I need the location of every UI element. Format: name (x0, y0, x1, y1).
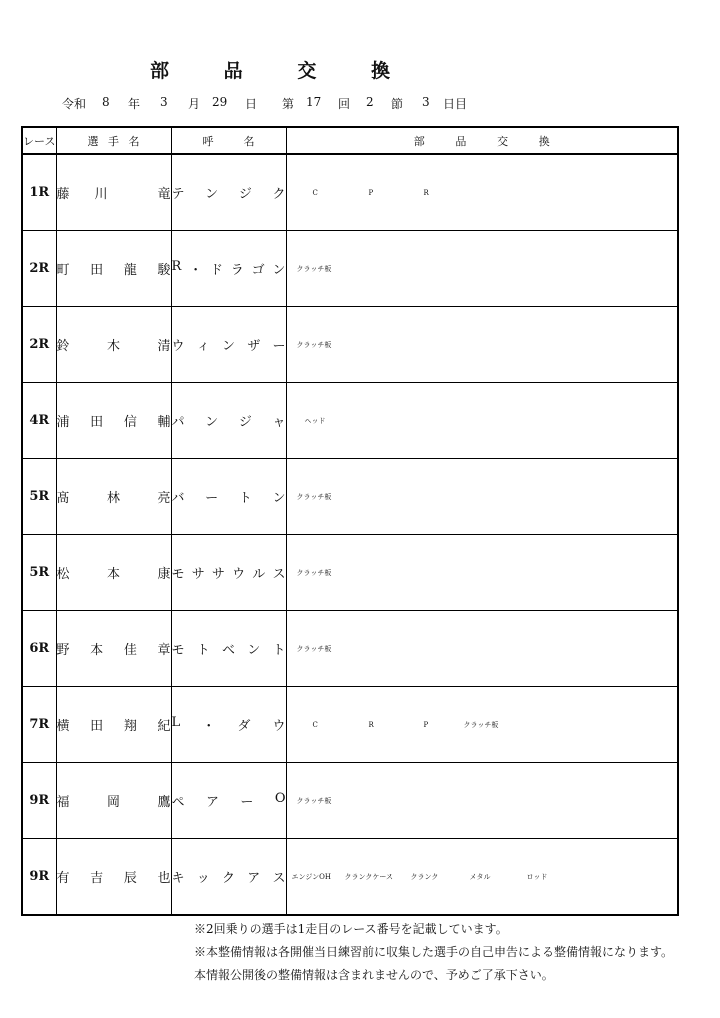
table-row (22, 383, 678, 459)
date-part: 17 (306, 95, 322, 109)
racer-name-chars (57, 335, 171, 354)
title-char: 交 (297, 60, 317, 82)
header-char: 交 (497, 134, 509, 148)
callname-chars (172, 487, 286, 506)
header-char: 選 (87, 134, 99, 148)
racer-name (56, 383, 171, 459)
part-item: クラッチ板 (463, 720, 499, 729)
racer-callname (171, 535, 286, 611)
callname-char: ー (272, 339, 286, 354)
racer-name-chars (57, 563, 171, 582)
header-char: 換 (538, 134, 550, 148)
name-char: 田 (90, 263, 104, 278)
part-item: C (312, 188, 318, 197)
title-char: 部 (150, 60, 170, 82)
table-row (22, 459, 678, 535)
racer-name (56, 231, 171, 307)
callname-char: ャ (272, 415, 286, 430)
callname-char: ン (205, 415, 219, 430)
name-char: 川 (94, 187, 108, 202)
name-char: 佳 (123, 643, 137, 658)
callname-char: ク (221, 871, 235, 886)
name-char: 浦 (56, 415, 70, 430)
name-char: 福 (56, 795, 70, 810)
table-row (22, 154, 678, 231)
part-item: クラッチ板 (296, 492, 332, 501)
parts-exchanged (286, 839, 678, 916)
name-char: 亮 (157, 491, 171, 506)
callname-char: ン (272, 263, 286, 278)
part-item: クラッチ板 (296, 340, 332, 349)
date-part: 第 (282, 97, 295, 111)
name-char: 龍 (123, 263, 137, 278)
parts-exchanged (286, 231, 678, 307)
racer-name-chars (57, 639, 171, 658)
parts-exchanged (286, 763, 678, 839)
callname-char: ザ (247, 339, 261, 354)
table-row (22, 611, 678, 687)
racer-name-chars (57, 715, 171, 734)
callname-chars (172, 715, 286, 734)
race-number: 2R (22, 231, 56, 307)
date-part: 日目 (443, 97, 468, 111)
footnote-2: ※本整備情報は各開催当日練習前に収集した選手の自己申告による整備情報になります。 (194, 945, 674, 959)
date-part: 回 (338, 97, 351, 111)
header-char: 呼 (202, 134, 214, 148)
racer-name-chars (57, 259, 171, 278)
table-row (22, 307, 678, 383)
part-item: ロッド (526, 872, 548, 881)
callname-chars (172, 639, 286, 658)
footnotes (194, 918, 673, 987)
racer-callname (171, 839, 286, 916)
part-item: クラッチ板 (296, 568, 332, 577)
racer-name (56, 154, 171, 231)
name-char: 鈴 (56, 339, 70, 354)
part-item: R (368, 720, 374, 729)
racer-callname (171, 687, 286, 763)
name-char: 本 (90, 643, 104, 658)
callname-char: ン (247, 643, 261, 658)
callname-char: L (171, 715, 181, 730)
date-part: 節 (391, 97, 404, 111)
racer-callname (171, 231, 286, 307)
name-char: 有 (56, 871, 70, 886)
callname-char: ダ (237, 719, 251, 734)
table-header-row (22, 127, 678, 154)
callname-char: キ (171, 871, 185, 886)
callname-char: ー (240, 795, 254, 810)
callname-char: パ (171, 415, 185, 430)
header-char: 品 (455, 134, 467, 148)
callname-char: O (274, 791, 286, 806)
name-char: 章 (157, 643, 171, 658)
page-title (150, 56, 390, 83)
racer-name (56, 535, 171, 611)
part-item: エンジンOH (291, 872, 331, 881)
date-part: 8 (102, 95, 110, 109)
racer-callname (171, 383, 286, 459)
parts-exchanged (286, 535, 678, 611)
callname-char: テ (171, 187, 185, 202)
callname-char: モ (171, 567, 185, 582)
name-char: 輔 (157, 415, 171, 430)
race-number: 4R (22, 383, 56, 459)
race-number: 2R (22, 307, 56, 383)
race-number: 9R (22, 763, 56, 839)
callname-char: ウ (171, 339, 185, 354)
name-char: 田 (90, 719, 104, 734)
part-item: P (368, 188, 374, 197)
callname-char: モ (171, 643, 185, 658)
callname-char: ド (209, 263, 223, 278)
callname-char: ベ (221, 643, 235, 658)
name-char: 横 (56, 719, 70, 734)
name-char: 康 (157, 567, 171, 582)
callname-chars (172, 335, 286, 354)
parts-exchanged (286, 459, 678, 535)
part-item: P (423, 720, 429, 729)
racer-name-chars (57, 411, 171, 430)
callname-char: ジ (238, 187, 252, 202)
date-part: 3 (160, 95, 168, 109)
name-char: 町 (56, 263, 70, 278)
footnote-3: 本情報公開後の整備情報は含まれませんので、予めご了承下さい。 (194, 968, 554, 982)
callname-char: ッ (196, 871, 210, 886)
callname-char: ペ (171, 795, 185, 810)
callname-chars (172, 183, 286, 202)
callname-char: サ (211, 567, 225, 582)
racer-name (56, 687, 171, 763)
racer-name (56, 763, 171, 839)
callname-char: ・ (189, 263, 203, 278)
name-char: 野 (56, 643, 70, 658)
name-char: 木 (106, 339, 120, 354)
callname-char: R (171, 259, 182, 274)
race-number: 6R (22, 611, 56, 687)
callname-char: ウ (272, 719, 286, 734)
callname-char: サ (191, 567, 205, 582)
name-char: 辰 (123, 871, 137, 886)
callname-char: ス (272, 567, 286, 582)
parts-exchanged (286, 687, 678, 763)
callname-char: ト (238, 491, 252, 506)
part-item: C (312, 720, 318, 729)
racer-name-chars (57, 791, 171, 810)
part-item: クラッチ板 (296, 796, 332, 805)
date-part: 日 (245, 97, 258, 111)
title-char: 品 (223, 60, 243, 82)
table-row (22, 535, 678, 611)
race-number: 5R (22, 459, 56, 535)
callname-char: ウ (232, 567, 246, 582)
header-parts (286, 127, 678, 154)
date-part: 2 (366, 95, 374, 109)
race-number: 9R (22, 839, 56, 916)
part-item: クランク (410, 872, 439, 881)
callname-char: ン (205, 187, 219, 202)
callname-char: ル (252, 567, 266, 582)
name-char: 紀 (157, 719, 171, 734)
part-item: ヘッド (304, 416, 326, 425)
name-char: 鷹 (157, 795, 171, 810)
racer-callname (171, 611, 286, 687)
header-char: 手 (108, 134, 119, 148)
racer-name (56, 839, 171, 916)
race-number: 5R (22, 535, 56, 611)
name-char: 松 (56, 567, 70, 582)
callname-char: バ (171, 491, 185, 506)
name-char: 本 (106, 567, 120, 582)
callname-char: ア (247, 871, 261, 886)
racer-callname (171, 154, 286, 231)
callname-char: ィ (196, 339, 210, 354)
racer-name (56, 611, 171, 687)
table-row (22, 763, 678, 839)
race-number: 7R (22, 687, 56, 763)
header-char: 名 (128, 134, 140, 148)
racer-name (56, 459, 171, 535)
header-char: 名 (243, 134, 255, 148)
title-char: 換 (370, 60, 390, 82)
name-char: 髙 (56, 491, 70, 506)
part-item: R (423, 188, 429, 197)
part-item: クラッチ板 (296, 644, 332, 653)
date-part: 29 (212, 95, 228, 109)
header-name (56, 127, 171, 154)
part-item: クランクケース (344, 872, 394, 881)
racer-name (56, 307, 171, 383)
callname-chars (172, 411, 286, 430)
header-race: レース (22, 127, 56, 154)
callname-chars (172, 791, 286, 810)
callname-char: ゴ (251, 263, 265, 278)
racer-callname (171, 307, 286, 383)
racer-name-chars (57, 183, 171, 202)
parts-exchanged (286, 307, 678, 383)
name-char: 也 (157, 871, 171, 886)
callname-chars (172, 563, 286, 582)
date-part: 令和 (62, 97, 87, 111)
callname-chars (172, 867, 286, 886)
callname-char: ク (272, 187, 286, 202)
parts-exchange-table (21, 126, 679, 916)
parts-exchanged (286, 154, 678, 231)
part-item: クラッチ板 (296, 264, 332, 273)
parts-exchanged (286, 383, 678, 459)
name-char: 清 (157, 339, 171, 354)
date-part: 月 (188, 97, 201, 111)
name-char: 岡 (106, 795, 120, 810)
racer-name-chars (57, 867, 171, 886)
footnote-1: ※2回乗りの選手は1走目のレース番号を記載しています。 (194, 922, 508, 936)
callname-char: ト (272, 643, 286, 658)
name-char: 竜 (157, 187, 171, 202)
date-part: 3 (422, 95, 430, 109)
callname-char: ア (205, 795, 219, 810)
callname-char: ン (272, 491, 286, 506)
header-char: 部 (413, 134, 425, 148)
date-part: 年 (128, 97, 141, 111)
header-call (171, 127, 286, 154)
name-char: 信 (123, 415, 137, 430)
callname-char: ト (196, 643, 210, 658)
name-char: 吉 (90, 871, 104, 886)
racer-callname (171, 763, 286, 839)
part-item: メタル (469, 872, 491, 881)
name-char: 田 (90, 415, 104, 430)
name-char: 駿 (157, 263, 171, 278)
table-row (22, 231, 678, 307)
race-number: 1R (22, 154, 56, 231)
callname-char: ス (272, 871, 286, 886)
name-char: 藤 (56, 187, 70, 202)
callname-char: ・ (202, 719, 216, 734)
parts-exchanged (286, 611, 678, 687)
name-char: 翔 (123, 719, 137, 734)
callname-char: ラ (230, 263, 244, 278)
callname-char: ジ (238, 415, 252, 430)
name-char: 林 (106, 491, 120, 506)
table-row (22, 687, 678, 763)
callname-char: ー (205, 491, 219, 506)
table-row (22, 839, 678, 916)
racer-callname (171, 459, 286, 535)
callname-char: ン (221, 339, 235, 354)
racer-name-chars (57, 487, 171, 506)
callname-chars (172, 259, 286, 278)
